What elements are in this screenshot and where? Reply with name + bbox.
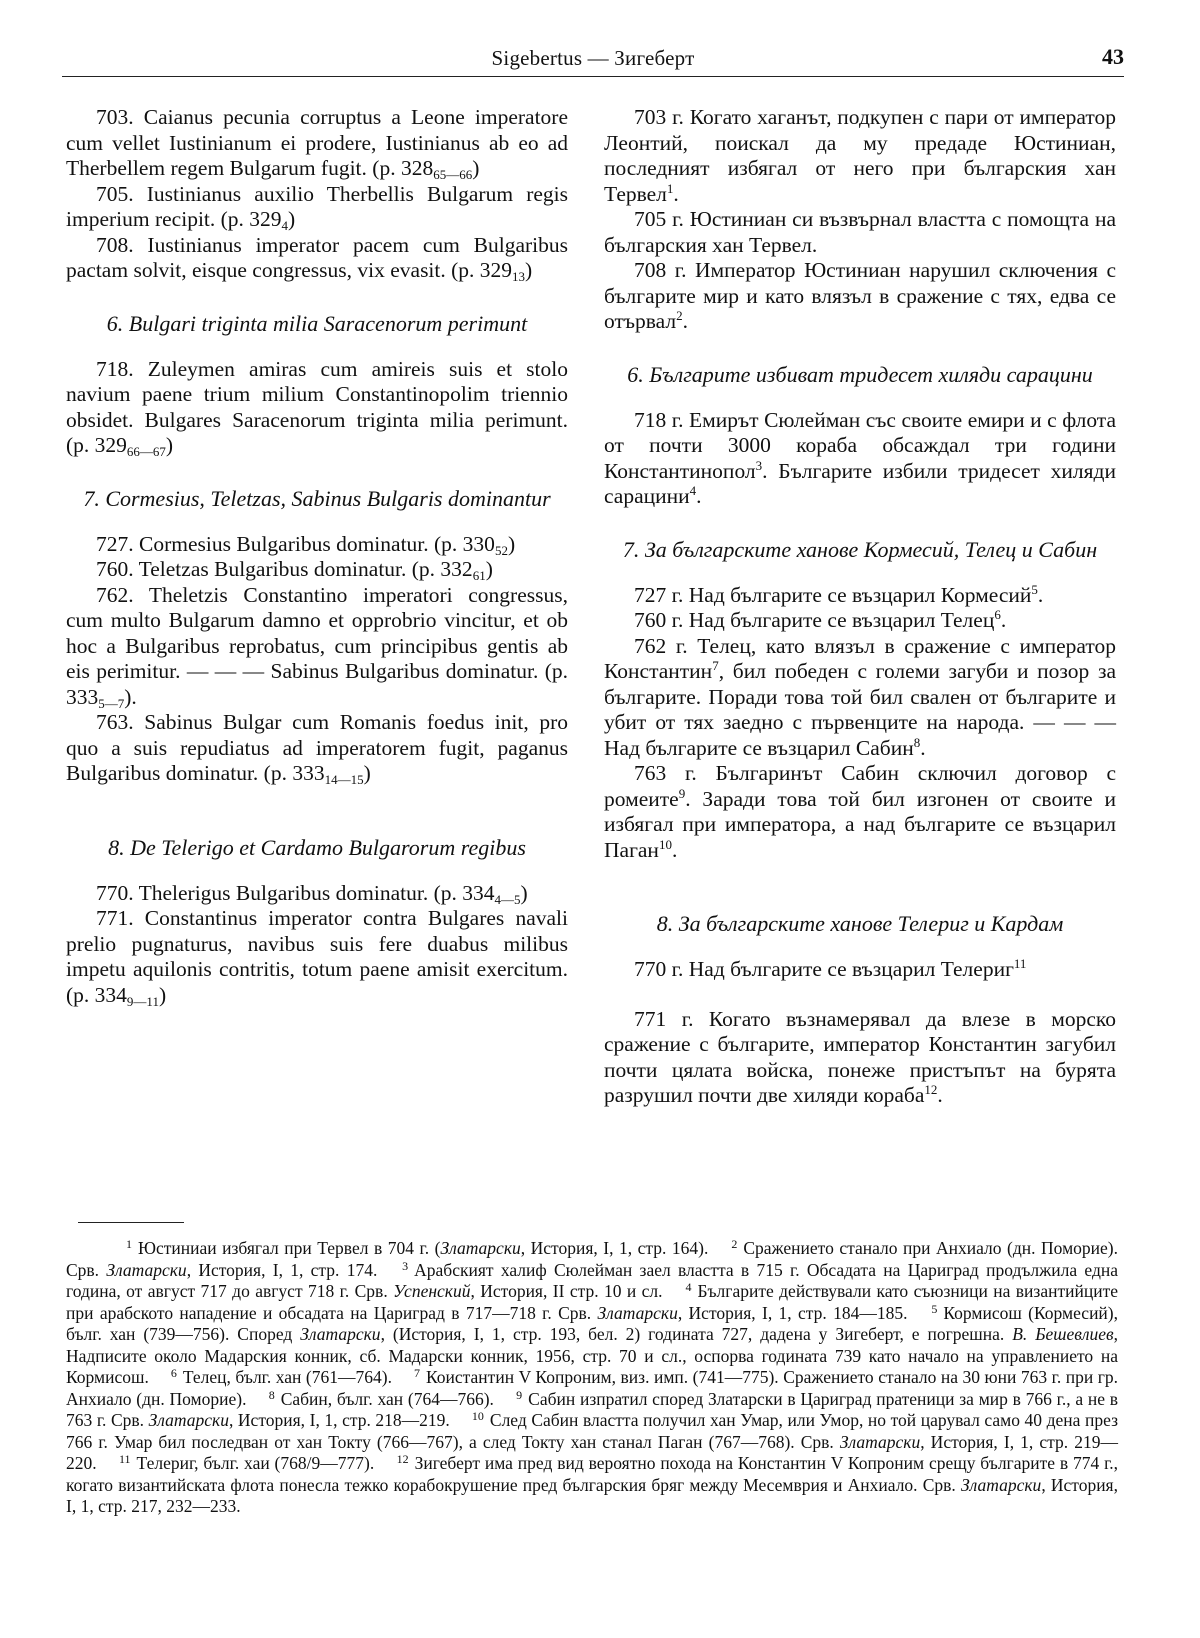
footnote-number: 3 <box>402 1258 409 1273</box>
footnote-number: 12 <box>396 1452 409 1466</box>
footnote-marker: 7 <box>712 658 719 673</box>
line-reference: 65—66 <box>433 167 473 182</box>
chronicle-entry: 718. Zuleymen amiras cum amireis suis et stolo navium paene trium milium Constantinopolim triennio obsidet. Bulgares Saracenorum triginta milia perimunt. (p. $329_{66—67}$) <box>66 356 568 459</box>
section-heading: 8. De Telerigo et Cardamo Bulgarorum regibus <box>108 834 526 860</box>
chronicle-entry: 708 г. Император Юстиниан нарушил сключения с българите мир и като влязъл в сражение с тях, едва се отървал$^2$. <box>604 258 1116 333</box>
author-name: В. Бешевлиев <box>1012 1324 1114 1344</box>
chronicle-entry: 727. Cormesius Bulgaribus dominatur. (p. $330_{52}$) <box>96 531 516 558</box>
running-header <box>62 42 1124 76</box>
line-reference: 4—5 <box>494 891 521 907</box>
chronicle-entry: 703 г. Когато хаганът, подкупен с пари от император Леонтий, поискал да му предаде Юстиниан, последният избягал от него при българския хан Тервел$^1$. <box>604 105 1116 206</box>
footnote-marker: 5 <box>1031 581 1038 597</box>
chronicle-entry: 705 г. Юстиниан си възвърнал властта с помощта на българския хан Тервел. <box>604 207 1116 257</box>
footnote-marker: 8 <box>913 734 921 750</box>
footnote: $^{12}$ Зигеберт има пред вид вероятно похода на Константин V Копроним срещу българите в 774 г., когато византийската флота понесла тежко корабокрушение пред българския бряг между Месемврия и Анхиало. Срв. Златарски, История, I, 1, стр. 217, 232—233. <box>66 1452 1119 1516</box>
footnote-separator <box>78 1222 184 1223</box>
footnote-number: 9 <box>516 1387 523 1402</box>
footnote: $^5$ Кормисош (Кормесий), бълг. хан (739—756). Според Златарски, (История, I, 1, стр. 193, бел. 2) годината 727, дадена у Зигеберт, е погрешна. В. Бешевлиев, Надписите около Мадарския конник, сб. Мадарски конник, 1956, стр. 70 и сл., оспорва годината 739 като начало на управлението на Кормисош. <box>66 1301 1118 1387</box>
footnote-marker: 11 <box>1013 956 1027 971</box>
footnote: $^3$ Арабският халиф Сюлейман заел властта в 715 г. Обсадата на Цариград продължила една година, от август 717 до август 718 г. Срв. Успенский, История, II стр. 10 и сл. <box>66 1258 1118 1301</box>
line-reference: 52 <box>494 542 508 558</box>
section-heading: 8. За българските ханове Телериг и Кардам <box>656 911 1064 936</box>
footnote: $^8$ Сабин, бълг. хан (764—766). <box>268 1387 494 1409</box>
author-name: Златарски <box>148 1410 229 1430</box>
chronicle-entry: 760. Teletzas Bulgaribus dominatur. (p. $332_{61}$) <box>96 557 493 583</box>
footnote-marker: 2 <box>676 308 683 323</box>
header-rule <box>62 76 1124 77</box>
section-heading: 7. Cormesius, Teletzas, Sabinus Bulgaris dominantur <box>83 485 551 511</box>
footnote-number: 8 <box>268 1387 275 1402</box>
chronicle-entry: 703. Caianus pecunia corruptus a Leone imperatore cum vellet Iustinianum ei prodere, Iustinianus ab eo ad Therbellem regem Bulgarum fugit. (p. $328_{65—66}$) <box>66 105 568 182</box>
author-name: Успенский <box>393 1281 471 1301</box>
footnote-marker: 12 <box>924 1082 938 1097</box>
chronicle-entry: 762 г. Телец, като влязъл в сражение с император Константин$^7$, бил победен с големи загуби и позор за българите. Поради това той бил свален от българите и убит от тях заедно с първенците на народа. — — — Над българите се възцарил Сабин$^8$. <box>604 633 1116 760</box>
footnote: $^2$ Сражението станало при Анхиало (дн. Поморие). Срв. Златарски, История, I, 1, стр. 174. <box>66 1237 1118 1280</box>
chronicle-entry: 771. Constantinus imperator contra Bulgares navali prelio pugnaturus, navibus suis fere duabus milibus impetu aquilonis contritis, totum paene amisit exercitum. (p. $334_{9—11}$) <box>66 906 568 1009</box>
running-title: Sigebertus — Зигеберт <box>491 46 695 70</box>
footnotes <box>66 1238 1118 1518</box>
footnote-number: 2 <box>731 1237 738 1251</box>
author-name: Златарски <box>300 1324 381 1344</box>
section-heading: 7. За българските ханове Кормесий, Телец и Сабин <box>622 536 1098 562</box>
latin-column <box>66 105 568 1008</box>
footnote: $^1$ Юстиниаи избягал при Тервел в 704 г. (Златарски, История, I, 1, стр. 164). <box>126 1237 709 1258</box>
line-reference: 66—67 <box>126 444 166 459</box>
chronicle-entry: 760 г. Над българите се възцарил Телец$^6$. <box>634 607 1007 632</box>
footnote-marker: 3 <box>755 457 763 473</box>
footnote-marker: 1 <box>666 180 674 196</box>
chronicle-entry: 762. Theletzis Constantino imperatori congressus, cum multo Bulgarum damno et opprobrio vincitur, et ob hoc a Bulgaribus reprobatus, cum principibus gentis ab eis perimitur. — — — Sabinus Bulgaribus dominatur. (p. $333_{5—7}$). <box>66 582 568 711</box>
page-number: 43 <box>1102 44 1124 69</box>
footnote: $^9$ Сабин изпратил според Златарски в Цариград пратеници за мир в 766 г., а не в 763 г. Срв. Златарски, История, I, 1, стр. 218—219. <box>66 1387 1118 1430</box>
footnote-number: 10 <box>471 1409 484 1423</box>
author-name: Златарски <box>440 1238 521 1258</box>
chronicle-entry: 708. Iustinianus imperator pacem cum Bulgaribus pactam solvit, eisque congressus, vix evasit. (p. $329_{13}$) <box>66 232 568 284</box>
footnote-number: 4 <box>685 1280 692 1294</box>
footnote-marker: 10 <box>658 836 672 852</box>
footnote-marker: 6 <box>994 607 1001 622</box>
author-name: Златарски <box>839 1431 921 1452</box>
author-name: Златарски <box>960 1474 1042 1495</box>
footnote: $^4$ Българите действували като съюзници на византийците при арабското нападение и обсадата на Цариград в 717—718 г. Срв. Златарски, История, I, 1, стр. 184—185. <box>66 1280 1118 1323</box>
chronicle-entry: 705. Iustinianus auxilio Therbellis Bulgarum regis imperium recipit. (p. $329_4$) <box>66 181 568 233</box>
footnote-number: 7 <box>414 1366 420 1380</box>
line-reference: 13 <box>512 269 526 284</box>
footnote-number: 11 <box>118 1452 131 1466</box>
footnote: $^7$ Коистантин V Копроним, виз. имп. (741—775). Сражението станало на 30 юни 763 г. при гр. Анхиало (дн. Поморие). <box>66 1366 1119 1409</box>
chronicle-entry: 770 г. Над българите се възцарил Телериг$^{11}$ <box>634 956 1027 981</box>
footnote-number: 5 <box>931 1301 938 1316</box>
section-heading: 6. Bulgari triginta milia Saracenorum perimunt <box>106 310 528 336</box>
chronicle-entry: 727 г. Над българите се възцарил Кормесий$^5$. <box>634 581 1044 607</box>
chronicle-entry: 771 г. Когато възнамерявал да влезе в морско сражение с българите, император Константин загубил почти цялата войска, понеже пристъпът на бурята разрушил почти две хиляди кораба$^{12}$. <box>604 1006 1116 1107</box>
line-reference: 14—15 <box>324 772 364 787</box>
footnote: $^{10}$ След Сабин властта получил хан Умар, или Умор, но той царувал само 40 дена през 766 г. Умар бил последван от хан Токту (766—767), а след Токту хан станал Паган (767—768). Срв. Златарски, История, I, 1, стр. 219—220. <box>66 1409 1119 1473</box>
chronicle-entry: 718 г. Емирът Сюлейман със своите емири и с флота от почти 3000 кораба обсаждал три години Константинопол$^3$. Българите избили тридесет хиляди сарацини$^4$. <box>604 407 1116 508</box>
author-name: Златарски <box>106 1259 187 1280</box>
line-reference: 9—11 <box>126 993 159 1009</box>
bulgarian-column <box>604 105 1116 1109</box>
line-reference: 5—7 <box>98 695 125 711</box>
footnote-marker: 9 <box>678 785 686 801</box>
footnote-number: 1 <box>126 1237 132 1251</box>
footnote-number: 6 <box>170 1366 177 1380</box>
author-name: Златарски <box>597 1302 678 1323</box>
section-heading: 6. Българите избиват тридесет хиляди сарацини <box>627 361 1093 387</box>
chronicle-entry: 770. Thelerigus Bulgaribus dominatur. (p. $334_{4—5}$) <box>96 880 528 907</box>
line-reference: 4 <box>281 218 289 233</box>
chronicle-entry: 763. Sabinus Bulgar cum Romanis foedus init, pro quo a suis repudiatus ad imperatorem fugit, paganus Bulgaribus dominatur. (p. $333_{14—15}$) <box>66 710 568 787</box>
footnote: $^6$ Телец, бълг. хан (761—764). <box>170 1366 392 1387</box>
chronicle-entry: 763 г. Българинът Сабин сключил договор с ромеите$^9$. Заради това той бил изгонен от своите и избягал при императора, а над българите се възцарил Паган$^{10}$. <box>604 761 1116 862</box>
footnote: $^{11}$ Телериг, бълг. хаи (768/9—777). <box>118 1452 375 1473</box>
footnote-marker: 4 <box>689 483 697 498</box>
line-reference: 61 <box>472 568 486 583</box>
